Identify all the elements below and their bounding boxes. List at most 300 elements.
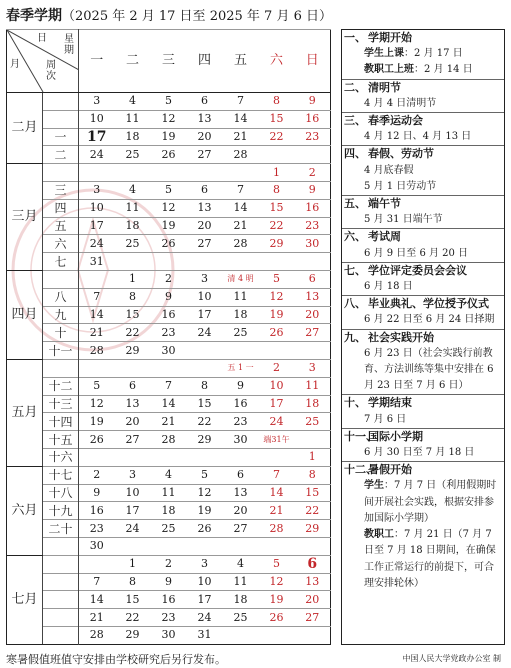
event-heading: [342, 296, 504, 312]
calendar-week-row: [7, 626, 331, 644]
week-number: [43, 609, 79, 627]
calendar-day: 11: [223, 573, 259, 591]
event-detail: 学生上课：2 月 17 日: [364, 48, 463, 60]
calendar-day: 8: [259, 181, 295, 199]
event-detail: 4 月 4 日清明节: [364, 97, 437, 109]
calendar-day: [115, 537, 151, 555]
calendar-week-row: [7, 217, 331, 235]
calendar-day: 14: [223, 110, 259, 128]
calendar-week-row: [7, 270, 331, 288]
calendar-day: [115, 448, 151, 466]
calendar-day: [295, 146, 331, 164]
calendar-day: 19: [259, 306, 295, 324]
calendar-day: [259, 146, 295, 164]
calendar-day: [79, 164, 115, 182]
calendar-day: 26: [79, 431, 115, 449]
calendar-day: 10: [115, 484, 151, 502]
calendar-day: 13: [115, 395, 151, 413]
calendar-day: 21: [79, 324, 115, 342]
event-heading: [342, 146, 504, 162]
calendar-day: 19: [151, 128, 187, 146]
calendar-day: 20: [187, 128, 223, 146]
calendar-day: [151, 448, 187, 466]
calendar-header-row: [7, 30, 331, 93]
calendar-day: 22: [259, 128, 295, 146]
week-number: 二十: [43, 520, 79, 538]
weekday-fri: 五: [223, 30, 259, 93]
calendar-day: 11: [151, 484, 187, 502]
page-title: [6, 5, 332, 25]
weekday-wed: 三: [151, 30, 187, 93]
calendar-day: 18: [223, 591, 259, 609]
event-detail: 教职工上班：2 月 14 日: [364, 64, 473, 76]
month-label: 六月: [7, 466, 43, 555]
calendar-day: 1: [115, 270, 151, 288]
calendar-day: 14: [223, 199, 259, 217]
event-title: 毕业典礼、学位授予仪式: [368, 297, 489, 311]
title-date-range: （2025 年 2 月 17 日至 2025 年 7 月 6 日）: [62, 9, 332, 24]
calendar-week-row: [7, 448, 331, 466]
event-heading: [342, 113, 504, 129]
event-title: 清明节: [368, 80, 401, 94]
calendar-day: [115, 253, 151, 271]
event-detail: 教职工：7 月 21 日（7 月 7 日至 7 月 18 日期间，在确保工作正常运行的前提下，可合理安排轮休）: [364, 529, 496, 589]
calendar-day: [223, 342, 259, 360]
week-number: [43, 164, 79, 182]
week-number: [43, 359, 79, 377]
calendar-week-row: [7, 359, 331, 377]
event-item: [342, 462, 504, 592]
calendar-week-row: [7, 395, 331, 413]
event-number: 九、: [344, 330, 366, 344]
calendar-day: 24: [115, 520, 151, 538]
calendar-day: 22: [295, 502, 331, 520]
calendar-day: [79, 270, 115, 288]
calendar-day: 21: [223, 217, 259, 235]
event-detail: 6 月 30 日至 7 月 18 日: [364, 447, 475, 459]
event-number: 十二、: [344, 463, 377, 477]
calendar-day: 28: [223, 235, 259, 253]
calendar-day: 24: [259, 413, 295, 431]
calendar-day: 18: [295, 395, 331, 413]
event-detail: 5 月 1 日劳动节: [364, 180, 437, 192]
calendar-day: 10: [259, 377, 295, 395]
weekday-mon: 一: [79, 30, 115, 93]
event-title: 端午节: [368, 197, 401, 211]
calendar-week-row: [7, 181, 331, 199]
calendar-week-row: [7, 591, 331, 609]
calendar-day: 5: [151, 93, 187, 111]
calendar-day: 29: [187, 431, 223, 449]
calendar-week-row: [7, 199, 331, 217]
calendar-day: 2: [295, 164, 331, 182]
calendar-day: 2: [259, 359, 295, 377]
event-item: [342, 429, 504, 461]
calendar-day: 29: [115, 626, 151, 644]
calendar-day: 7: [223, 93, 259, 111]
calendar-day: [295, 431, 331, 449]
event-item: [342, 395, 504, 427]
calendar-day: 16: [151, 306, 187, 324]
calendar-week-row: [7, 128, 331, 146]
calendar-day: [223, 253, 259, 271]
calendar-day: 27: [295, 609, 331, 627]
calendar-day: 7: [259, 466, 295, 484]
calendar-day: 6: [223, 466, 259, 484]
calendar-day: 28: [223, 146, 259, 164]
calendar-day: 15: [187, 395, 223, 413]
calendar-day: 7: [79, 573, 115, 591]
calendar-day: 16: [295, 199, 331, 217]
calendar-day: 26: [151, 146, 187, 164]
calendar-day: [223, 448, 259, 466]
calendar-week-row: [7, 164, 331, 182]
calendar-day: 10: [187, 288, 223, 306]
calendar-day: 24: [187, 609, 223, 627]
event-detail: 6 月 9 日至 6 月 20 日: [364, 247, 469, 259]
calendar-day: [295, 537, 331, 555]
calendar-day: 20: [295, 306, 331, 324]
calendar-day: 18: [115, 217, 151, 235]
month-label: 五月: [7, 359, 43, 466]
calendar-day: 15: [115, 591, 151, 609]
title-main: 春季学期: [6, 8, 62, 24]
event-heading: [342, 196, 504, 212]
calendar-day: 端31午: [259, 431, 295, 449]
calendar-day: 8: [295, 466, 331, 484]
calendar-week-row: [7, 466, 331, 484]
calendar-day: 12: [259, 573, 295, 591]
event-item: [342, 113, 504, 145]
event-item: [342, 146, 504, 195]
calendar-day: 31: [79, 253, 115, 271]
weekday-thu: 四: [187, 30, 223, 93]
corner-weekday: 星期: [64, 34, 74, 56]
calendar-day: 19: [259, 591, 295, 609]
calendar-day: [79, 448, 115, 466]
calendar-day: 12: [151, 199, 187, 217]
events-panel: [341, 29, 505, 645]
calendar-day: 14: [79, 306, 115, 324]
calendar-week-row: [7, 253, 331, 271]
calendar-day: 19: [187, 502, 223, 520]
event-heading: [342, 429, 504, 445]
calendar-day: 9: [151, 573, 187, 591]
calendar-day: 9: [151, 288, 187, 306]
calendar-day: 2: [79, 466, 115, 484]
week-number: 七: [43, 253, 79, 271]
calendar-day: [295, 342, 331, 360]
calendar-day: 4: [223, 555, 259, 573]
calendar-day: 28: [79, 626, 115, 644]
week-number: 二: [43, 146, 79, 164]
calendar-week-row: [7, 342, 331, 360]
week-number: [43, 555, 79, 573]
calendar-day: 7: [79, 288, 115, 306]
event-detail: 6 月 22 日至 6 月 24 日择期: [364, 314, 495, 326]
calendar-day: 22: [115, 609, 151, 627]
calendar-day: 1: [259, 164, 295, 182]
calendar-day: 24: [187, 324, 223, 342]
calendar-day: 26: [259, 609, 295, 627]
calendar-day: 8: [115, 573, 151, 591]
calendar-day: 15: [259, 110, 295, 128]
calendar-day: 30: [151, 342, 187, 360]
calendar-week-row: [7, 93, 331, 111]
calendar-table: [6, 29, 331, 645]
calendar-day: 3: [187, 555, 223, 573]
calendar-day: 20: [295, 591, 331, 609]
calendar-day: 17: [187, 306, 223, 324]
calendar-day: 22: [187, 413, 223, 431]
event-number: 七、: [344, 263, 366, 277]
calendar-day: 13: [187, 110, 223, 128]
event-number: 五、: [344, 197, 366, 211]
week-number: 十七: [43, 466, 79, 484]
calendar-day: 8: [115, 288, 151, 306]
calendar-day: 21: [223, 128, 259, 146]
week-number: 十二: [43, 377, 79, 395]
calendar-day: [259, 537, 295, 555]
calendar-day: [151, 537, 187, 555]
calendar-day: 28: [259, 520, 295, 538]
event-title: 社会实践开始: [368, 330, 434, 344]
calendar-week-row: [7, 110, 331, 128]
calendar-day: 14: [79, 591, 115, 609]
calendar-day: 20: [187, 217, 223, 235]
week-number: 一: [43, 128, 79, 146]
calendar-day: 3: [295, 359, 331, 377]
calendar-day: 20: [115, 413, 151, 431]
calendar-day: 15: [259, 199, 295, 217]
calendar-day: 10: [187, 573, 223, 591]
calendar-day: 22: [115, 324, 151, 342]
week-number: 十: [43, 324, 79, 342]
calendar-day: 12: [79, 395, 115, 413]
calendar-day: 26: [151, 235, 187, 253]
calendar-day: [187, 537, 223, 555]
event-heading: [342, 330, 504, 346]
calendar-day: 五 1 一: [223, 359, 259, 377]
weekday-sat: 六: [259, 30, 295, 93]
calendar-day: 1: [115, 555, 151, 573]
week-number: [43, 626, 79, 644]
calendar-day: 17: [79, 128, 115, 146]
event-detail: 学生：7 月 7 日（利用假期时间开展社会实践，根据安排参加国际小学期）: [364, 480, 497, 524]
calendar-day: 9: [223, 377, 259, 395]
event-title: 春假、劳动节: [368, 147, 434, 161]
calendar-day: 10: [79, 110, 115, 128]
calendar-day: 6: [295, 270, 331, 288]
week-number: [43, 573, 79, 591]
calendar-day: 27: [295, 324, 331, 342]
calendar-day: 5: [187, 466, 223, 484]
event-heading: [342, 263, 504, 279]
week-number: [43, 591, 79, 609]
calendar-day: 14: [151, 395, 187, 413]
event-detail: 6 月 23 日（社会实践行前教育、方法训练等集中安排在 6 月 23 日至 7 月 6 日）: [364, 347, 494, 392]
calendar-day: 3: [115, 466, 151, 484]
calendar-day: 4: [115, 93, 151, 111]
calendar-day: 6: [295, 555, 331, 573]
event-heading: [342, 30, 504, 46]
event-heading: [342, 80, 504, 96]
calendar-day: 12: [187, 484, 223, 502]
calendar-week-row: [7, 555, 331, 573]
week-number: 十六: [43, 448, 79, 466]
calendar-day: 30: [79, 537, 115, 555]
calendar-day: 30: [223, 431, 259, 449]
calendar-day: [187, 342, 223, 360]
calendar-week-row: [7, 324, 331, 342]
event-number: 十一、: [344, 429, 377, 443]
calendar-week-row: [7, 484, 331, 502]
calendar-day: [187, 164, 223, 182]
calendar-day: 16: [223, 395, 259, 413]
calendar-day: 17: [259, 395, 295, 413]
calendar-day: 19: [151, 217, 187, 235]
event-detail: 6 月 18 日: [364, 281, 413, 293]
calendar-day: 9: [295, 181, 331, 199]
week-number: 十五: [43, 431, 79, 449]
event-title: 学期结束: [368, 396, 412, 410]
calendar-day: 22: [259, 217, 295, 235]
calendar-day: 24: [79, 146, 115, 164]
issuer-signature: 中国人民大学党政办公室 制: [402, 654, 501, 663]
event-number: 三、: [344, 114, 366, 128]
calendar-day: 30: [151, 626, 187, 644]
event-title: 国际小学期: [368, 429, 423, 443]
calendar-week-row: [7, 431, 331, 449]
calendar-week-row: [7, 573, 331, 591]
week-number: 十九: [43, 502, 79, 520]
calendar-day: 25: [151, 520, 187, 538]
calendar-day: 13: [187, 199, 223, 217]
calendar-day: [151, 164, 187, 182]
month-label: 七月: [7, 555, 43, 644]
calendar-day: [259, 448, 295, 466]
calendar-day: 23: [79, 520, 115, 538]
calendar-day: 27: [223, 520, 259, 538]
calendar-day: 16: [295, 110, 331, 128]
event-number: 十、: [344, 396, 366, 410]
calendar-day: 1: [295, 448, 331, 466]
corner-day: 日: [37, 33, 47, 44]
calendar-day: 15: [295, 484, 331, 502]
week-number: 三: [43, 181, 79, 199]
event-item: [342, 330, 504, 395]
calendar-day: 27: [187, 146, 223, 164]
event-title: 学期开始: [368, 31, 412, 44]
calendar-week-row: [7, 413, 331, 431]
calendar-day: 13: [295, 288, 331, 306]
calendar-week-row: [7, 377, 331, 395]
calendar-day: 13: [295, 573, 331, 591]
calendar-day: [79, 555, 115, 573]
calendar-day: [259, 253, 295, 271]
month-label: 四月: [7, 270, 43, 359]
calendar-day: 14: [259, 484, 295, 502]
calendar-day: 20: [223, 502, 259, 520]
week-number: 十八: [43, 484, 79, 502]
week-number: 六: [43, 235, 79, 253]
event-heading: [342, 229, 504, 245]
calendar-day: 3: [79, 93, 115, 111]
calendar-day: [259, 626, 295, 644]
event-title: 暑假开始: [368, 463, 412, 477]
calendar-day: 15: [115, 306, 151, 324]
calendar-day: 16: [79, 502, 115, 520]
calendar-day: 23: [151, 609, 187, 627]
calendar-day: [115, 164, 151, 182]
calendar-day: 清 4 明: [223, 270, 259, 288]
week-number: [43, 537, 79, 555]
calendar-day: 6: [187, 93, 223, 111]
event-item: [342, 229, 504, 261]
event-item: [342, 80, 504, 112]
calendar-day: 13: [223, 484, 259, 502]
calendar-week-row: [7, 502, 331, 520]
calendar-week-row: [7, 288, 331, 306]
calendar-day: 5: [151, 181, 187, 199]
event-number: 四、: [344, 147, 366, 161]
event-number: 六、: [344, 230, 366, 244]
calendar-day: 29: [259, 235, 295, 253]
calendar-day: [151, 359, 187, 377]
calendar-day: 26: [259, 324, 295, 342]
week-number: [43, 110, 79, 128]
event-title: 春季运动会: [368, 114, 423, 128]
week-number: 九: [43, 306, 79, 324]
calendar-day: 6: [115, 377, 151, 395]
month-label: 二月: [7, 93, 43, 164]
calendar-day: 27: [115, 431, 151, 449]
calendar-day: 3: [79, 181, 115, 199]
calendar-week-row: [7, 235, 331, 253]
calendar-day: 30: [295, 235, 331, 253]
calendar-day: 4: [151, 466, 187, 484]
event-item: [342, 263, 504, 295]
event-item: [342, 296, 504, 328]
weekday-sun: 日: [295, 30, 331, 93]
calendar-day: 25: [115, 146, 151, 164]
calendar-day: 9: [295, 93, 331, 111]
event-number: 二、: [344, 80, 366, 94]
calendar-day: 29: [295, 520, 331, 538]
calendar-day: 21: [79, 609, 115, 627]
calendar-day: 5: [259, 555, 295, 573]
calendar-day: 23: [295, 128, 331, 146]
calendar-day: 18: [151, 502, 187, 520]
calendar-day: 10: [79, 199, 115, 217]
calendar-day: 12: [259, 288, 295, 306]
calendar-day: 2: [151, 555, 187, 573]
calendar-day: 11: [115, 110, 151, 128]
calendar-day: 25: [115, 235, 151, 253]
calendar-day: 7: [151, 377, 187, 395]
calendar-day: 17: [187, 591, 223, 609]
calendar-week-row: [7, 306, 331, 324]
calendar-day: 25: [223, 609, 259, 627]
week-number: 五: [43, 217, 79, 235]
calendar-day: 27: [187, 235, 223, 253]
calendar-day: 29: [115, 342, 151, 360]
calendar-day: 26: [187, 520, 223, 538]
calendar-day: 23: [151, 324, 187, 342]
calendar-day: 28: [79, 342, 115, 360]
calendar-day: [223, 537, 259, 555]
calendar-day: 2: [151, 270, 187, 288]
